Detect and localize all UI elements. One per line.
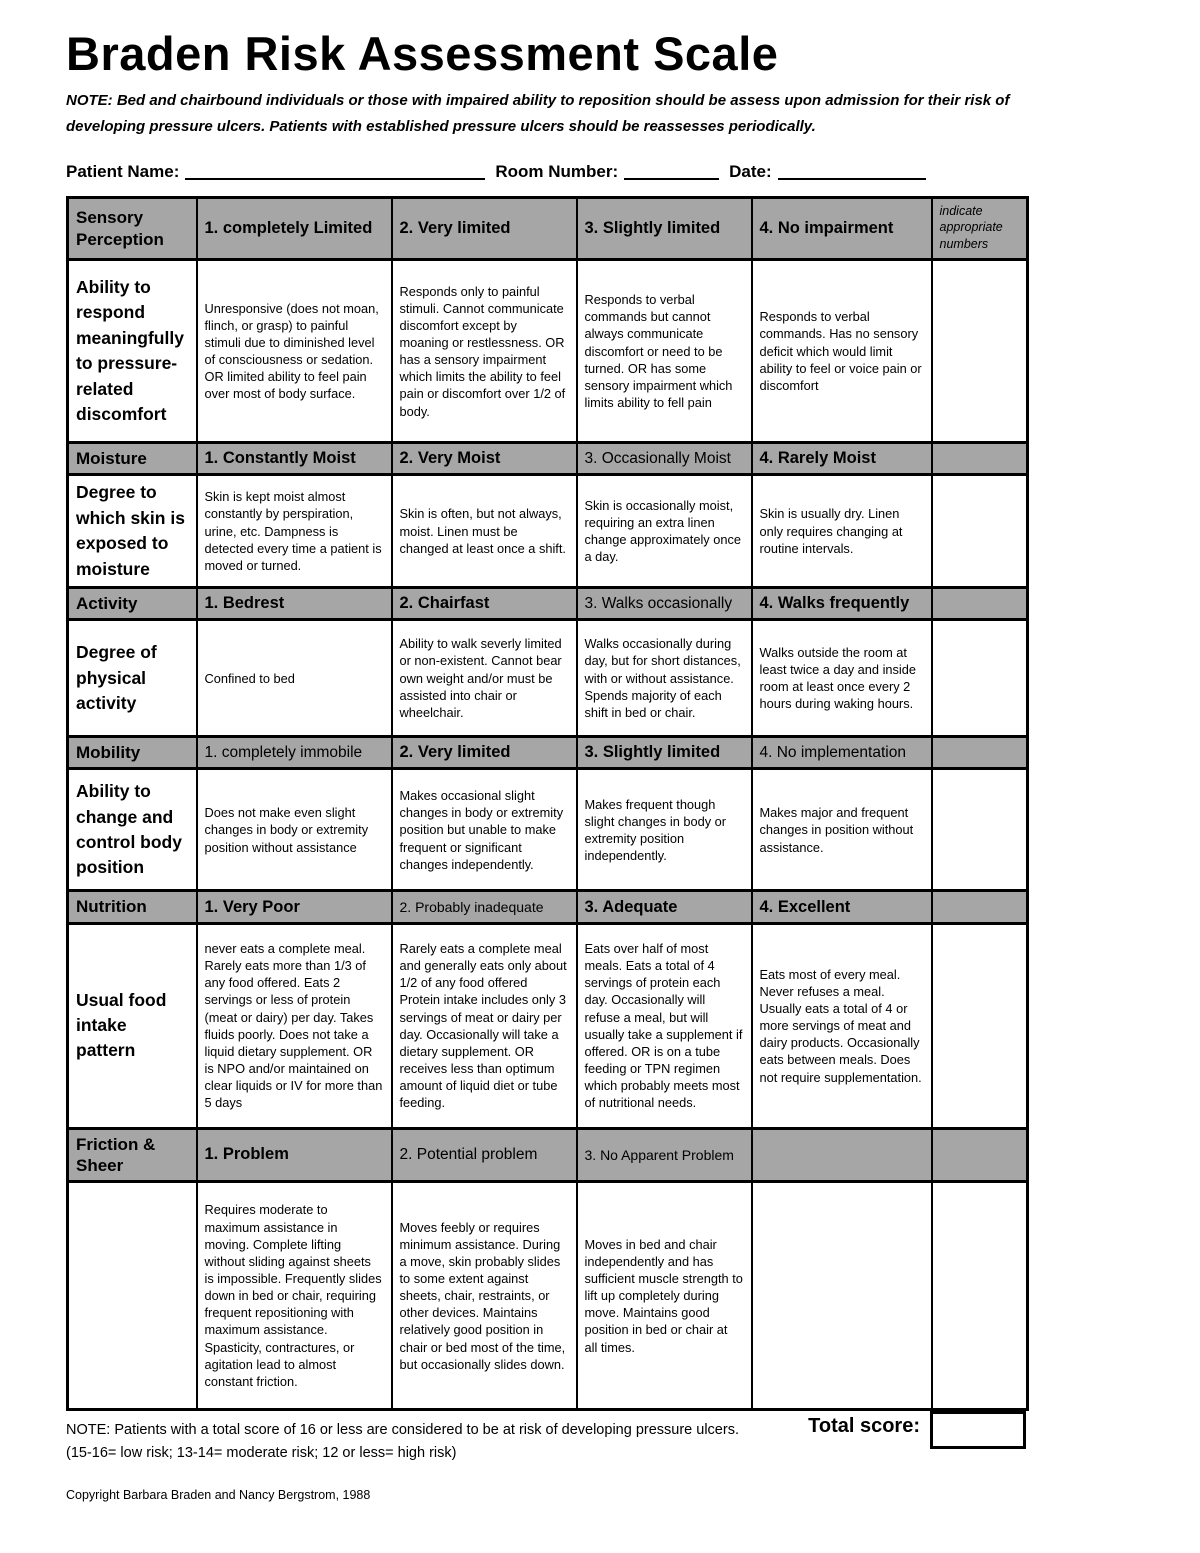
description-cell: Unresponsive (does not moan, flinch, or grasp) to painful stimuli due to diminished level of consciousness or sedation. OR limited ability to feel pain over most of body surface. <box>197 260 392 443</box>
level-cell: 3. Adequate <box>577 891 752 923</box>
room-number-label: Room Number: <box>495 162 619 182</box>
level-cell: 2. Very limited <box>392 737 577 769</box>
category-cell-sensory-perception: Sensory Perception <box>68 198 197 260</box>
table-row <box>68 1182 1028 1410</box>
description-cell: Makes occasional slight changes in body or extremity position but unable to make frequent or significant changes independently. <box>392 769 577 891</box>
level-cell: 2. Very Moist <box>392 443 577 475</box>
table-row <box>68 443 1028 475</box>
description-cell: Makes frequent though slight changes in body or extremity position independently. <box>577 769 752 891</box>
table-row <box>68 198 1028 260</box>
patient-name-field[interactable] <box>185 160 485 180</box>
category-cell-nutrition: Nutrition <box>68 891 197 923</box>
description-cell: Moves in bed and chair independently and has sufficient muscle strength to lift up completely during move. Maintains good position in bed or chair at all times. <box>577 1182 752 1410</box>
level-cell: 4. No implementation <box>752 737 932 769</box>
score-input-cell-mobility[interactable] <box>932 769 1028 891</box>
description-cell: Rarely eats a complete meal and generally eats only about 1/2 of any food offered Protein intake includes only 3 servings of meat or dairy per day. Occasionally will take a dietary supplement. OR receives less than optimum amount of liquid diet or tube feeding. <box>392 923 577 1128</box>
level-cell: 2. Potential problem <box>392 1128 577 1182</box>
description-cell: Responds only to painful stimuli. Cannot communicate discomfort except by moaning or restlessness. OR has a sensory impairment which limits the ability to feel pain or discomfort over 1/2 of body. <box>392 260 577 443</box>
copyright-line: Copyright Barbara Braden and Nancy Bergstrom, 1988 <box>66 1487 371 1502</box>
score-header-spacer <box>932 737 1028 769</box>
table-row <box>68 475 1028 588</box>
category-cell-activity: Activity <box>68 587 197 619</box>
level-cell: 3. Slightly limited <box>577 737 752 769</box>
patient-info-row <box>66 160 1130 182</box>
description-cell-empty <box>752 1182 932 1410</box>
bottom-note: NOTE: Patients with a total score of 16 or less are considered to be at risk of developing pressure ulcers. <box>66 1422 739 1439</box>
level-cell: 1. Bedrest <box>197 587 392 619</box>
score-input-cell-nutrition[interactable] <box>932 923 1028 1128</box>
level-cell: 3. Walks occasionally <box>577 587 752 619</box>
date-label: Date: <box>729 162 772 182</box>
level-cell: 1. completely Limited <box>197 198 392 260</box>
score-header-spacer <box>932 443 1028 475</box>
risk-key: (15-16= low risk; 13-14= moderate risk; 12 or less= high risk) <box>66 1445 457 1462</box>
table-row <box>68 620 1028 737</box>
description-cell: Does not make even slight changes in body or extremity position without assistance <box>197 769 392 891</box>
row-label-cell: Ability to respond meaningfully to pressure-related discomfort <box>68 260 197 443</box>
level-cell: 3. Occasionally Moist <box>577 443 752 475</box>
score-header-spacer <box>932 587 1028 619</box>
description-cell: Skin is occasionally moist, requiring an extra linen change approximately once a day. <box>577 475 752 588</box>
level-cell: 1. Problem <box>197 1128 392 1182</box>
description-cell: Walks occasionally during day, but for short distances, with or without assistance. Spends majority of each shift in bed or chair. <box>577 620 752 737</box>
row-label-cell: Degree of physical activity <box>68 620 197 737</box>
description-cell: Makes major and frequent changes in position without assistance. <box>752 769 932 891</box>
top-note: NOTE: Bed and chairbound individuals or those with impaired ability to reposition should be assess upon admission for their risk of developing pressure ulcers. Patients with established pressure ulcers should be reassesses periodically. <box>66 91 1010 135</box>
table-row <box>68 769 1028 891</box>
description-cell: Eats most of every meal. Never refuses a meal. Usually eats a total of 4 or more servings of meat and dairy products. Occasionally eats between meals. Does not require supplementation. <box>752 923 932 1128</box>
row-label-cell: Degree to which skin is exposed to moisture <box>68 475 197 588</box>
score-input-cell-activity[interactable] <box>932 620 1028 737</box>
category-cell-friction-sheer: Friction & Sheer <box>68 1128 197 1182</box>
level-cell: 1. completely immobile <box>197 737 392 769</box>
table-row <box>68 891 1028 923</box>
date-field[interactable] <box>778 160 926 180</box>
table-row <box>68 923 1028 1128</box>
score-input-cell-moisture[interactable] <box>932 475 1028 588</box>
description-cell: Ability to walk severly limited or non-existent. Cannot bear own weight and/or must be assisted into chair or wheelchair. <box>392 620 577 737</box>
row-label-cell: Ability to change and control body position <box>68 769 197 891</box>
table-row <box>68 260 1028 443</box>
level-cell: 2. Probably inadequate <box>392 891 577 923</box>
category-cell-mobility: Mobility <box>68 737 197 769</box>
page-title: Braden Risk Assessment Scale <box>66 27 779 80</box>
level-cell-empty <box>752 1128 932 1182</box>
table-row <box>68 1128 1028 1182</box>
description-cell: Walks outside the room at least twice a day and inside room at least once every 2 hours during waking hours. <box>752 620 932 737</box>
braden-scale-table <box>66 196 1029 1411</box>
score-column-header: indicate appropriate numbers <box>932 198 1028 260</box>
patient-name-label: Patient Name: <box>66 162 180 182</box>
description-cell: Moves feebly or requires minimum assistance. During a move, skin probably slides to some extent against sheets, chair, restraints, or other devices. Maintains relatively good position in chair or bed most of the time, but occasionally slides down. <box>392 1182 577 1410</box>
category-cell-moisture: Moisture <box>68 443 197 475</box>
description-cell: never eats a complete meal. Rarely eats more than 1/3 of any food offered. Eats 2 servings or less of protein (meat or dairy) per day. Takes fluids poorly. Does not take a liquid dietary supplement. OR is NPO and/or maintained on clear liquids or IV for more than 5 days <box>197 923 392 1128</box>
level-cell: 4. Rarely Moist <box>752 443 932 475</box>
level-cell: 2. Very limited <box>392 198 577 260</box>
level-cell: 4. No impairment <box>752 198 932 260</box>
description-cell: Skin is usually dry. Linen only requires changing at routine intervals. <box>752 475 932 588</box>
score-header-spacer <box>932 891 1028 923</box>
score-input-cell-sensory[interactable] <box>932 260 1028 443</box>
table-row <box>68 587 1028 619</box>
description-cell: Responds to verbal commands. Has no sensory deficit which would limit ability to feel or voice pain or discomfort <box>752 260 932 443</box>
level-cell: 3. Slightly limited <box>577 198 752 260</box>
row-label-cell-empty <box>68 1182 197 1410</box>
description-cell: Responds to verbal commands but cannot always communicate discomfort or need to be turned. OR has some sensory impairment which limits ability to fell pain <box>577 260 752 443</box>
level-cell: 2. Chairfast <box>392 587 577 619</box>
total-score-box[interactable] <box>930 1411 1026 1449</box>
table-row <box>68 737 1028 769</box>
bottom-notes <box>66 1419 886 1501</box>
score-input-cell-friction[interactable] <box>932 1182 1028 1410</box>
level-cell: 4. Excellent <box>752 891 932 923</box>
total-score-label: Total score: <box>808 1415 920 1438</box>
score-header-spacer <box>932 1128 1028 1182</box>
description-cell: Skin is kept moist almost constantly by perspiration, urine, etc. Dampness is detected every time a patient is moved or turned. <box>197 475 392 588</box>
row-label-cell: Usual food intake pattern <box>68 923 197 1128</box>
description-cell: Requires moderate to maximum assistance in moving. Complete lifting without sliding against sheets is impossible. Frequently slides down in bed or chair, requiring frequent repositioning with maximum assistance. Spasticity, contractures, or agitation lead to almost constant friction. <box>197 1182 392 1410</box>
level-cell: 1. Very Poor <box>197 891 392 923</box>
level-cell: 1. Constantly Moist <box>197 443 392 475</box>
level-cell: 3. No Apparent Problem <box>577 1128 752 1182</box>
level-cell: 4. Walks frequently <box>752 587 932 619</box>
description-cell: Skin is often, but not always, moist. Linen must be changed at least once a shift. <box>392 475 577 588</box>
room-number-field[interactable] <box>624 160 719 180</box>
description-cell: Confined to bed <box>197 620 392 737</box>
description-cell: Eats over half of most meals. Eats a total of 4 servings of protein each day. Occasionally will refuse a meal, but will usually take a supplement if offered. OR is on a tube feeding or TPN regimen which probably meets most of nutritional needs. <box>577 923 752 1128</box>
